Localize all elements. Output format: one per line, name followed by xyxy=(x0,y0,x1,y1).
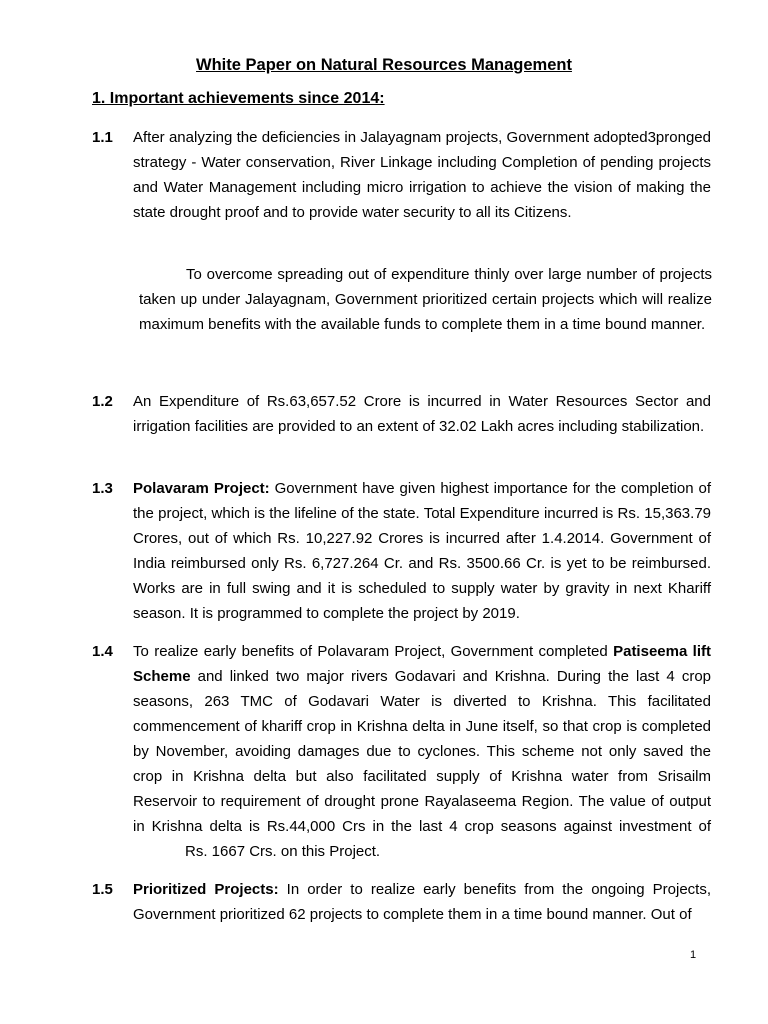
patiseema-scheme-label: Patiseema lift Scheme xyxy=(133,643,711,685)
paragraph-number: 1.3 xyxy=(92,480,113,497)
paragraph-text xyxy=(133,877,711,927)
paragraph-1-2 xyxy=(92,389,712,439)
paragraph-body: In order to realize early benefits from the ongoing Projects, Government prioritized 62 projects to complete them in a time bound manner. Out of xyxy=(133,881,711,923)
paragraph-number: 1.4 xyxy=(92,643,113,660)
paragraph-body-end: Rs. 1667 Crs. on this Project. xyxy=(185,843,381,860)
paragraph-number: 1.1 xyxy=(92,129,113,146)
paragraph-1-1 xyxy=(92,125,712,225)
paragraph-text xyxy=(133,639,711,864)
polavaram-project-label: Polavaram Project: xyxy=(133,480,270,497)
section-heading: 1. Important achievements since 2014: xyxy=(92,90,385,107)
paragraph-body: Government have given highest importance for the completion of the project, which is the lifeline of the state. Total Expenditure incurred is Rs. 15,363.79 Crores, out of which Rs. 10,227.92 Crores is incurred after 1.4.2014. Government of India reimbursed only Rs. 6,727.264 Cr. and Rs. 3500.66 Cr. is yet to be reimbursed. Works are in full swing and it is scheduled to supply water by gravity in next Khariff season. It is programmed to complete the project by 2019. xyxy=(133,480,711,622)
paragraph-1-3 xyxy=(92,476,712,626)
paragraph-1-1-continued: To overcome spreading out of expenditure thinly over large number of projects taken up under Jalayagnam, Government prioritized certain projects which will realize maximum benefits with the available funds to complete them in a time bound manner. xyxy=(139,266,712,333)
paragraph-1-5 xyxy=(92,877,712,927)
page-number: 1 xyxy=(690,949,697,961)
paragraph-text: An Expenditure of Rs.63,657.52 Crore is incurred in Water Resources Sector and irrigation facilities are provided to an extent of 32.02 Lakh acres including stabilization. xyxy=(133,393,711,435)
document-title: White Paper on Natural Resources Management xyxy=(196,56,572,74)
paragraph-text: After analyzing the deficiencies in Jalayagnam projects, Government adopted3pronged strategy - Water conservation, River Linkage including Completion of pending projects and Water Management including micro irrigation to achieve the vision of making the state drought proof and to provide water security to all its Citizens. xyxy=(133,129,711,221)
paragraph-number: 1.5 xyxy=(92,881,113,898)
paragraph-body-middle: and linked two major rivers Godavari and Krishna. During the last 4 crop seasons, 263 TMC of Godavari Water is diverted to Krishna. This facilitated commencement of khariff crop in Krishna delta in June itself, so that crop is completed by November, avoiding damages due to cyclones. This scheme not only saved the crop in Krishna delta but also facilitated supply of Krishna water from Srisailm Reservoir to requirement of drought prone Rayalaseema Region. The value of output in Krishna delta is Rs.44,000 Crs in the last 4 crop seasons against investment of xyxy=(133,668,711,835)
paragraph-1-4 xyxy=(92,639,712,864)
paragraph-number: 1.2 xyxy=(92,393,113,410)
paragraph-text xyxy=(133,476,711,626)
paragraph-body-start: To realize early benefits of Polavaram Project, Government completed xyxy=(133,643,614,660)
prioritized-projects-label: Prioritized Projects: xyxy=(133,881,279,898)
